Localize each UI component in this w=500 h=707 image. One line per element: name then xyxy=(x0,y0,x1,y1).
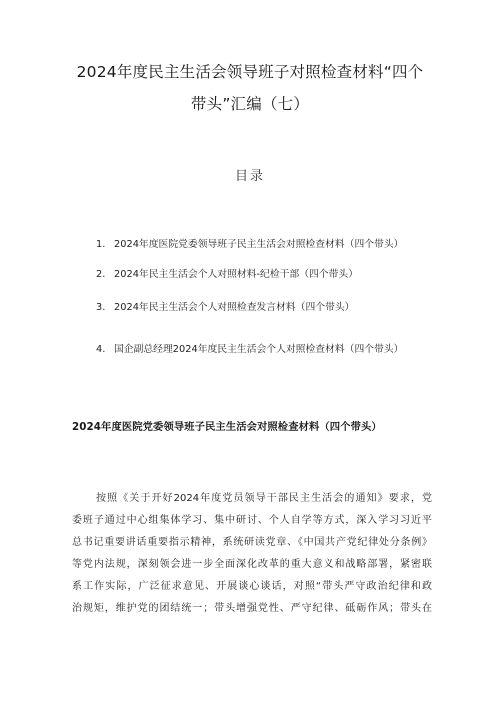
body-line: 按照《关于开好2024年度党员领导干部民主生活会的通知》要求，党 xyxy=(96,493,432,504)
body-line: 委班子通过中心组集体学习、集中研讨、个人自学等方式，深入学习习近平 xyxy=(72,515,432,526)
toc-item-text: 国企副总经理2024年度民主生活会个人对照检查材料（四个带头） xyxy=(114,344,404,355)
body-line: 系工作实际，广泛征求意见、开展谈心谈话，对照“带头严守政治纪律和政 xyxy=(72,581,432,592)
document-title-line-2: 带头”汇编（七） xyxy=(190,95,310,113)
body-line: 等党内法规，深刻领会进一步全面深化改革的重大意义和战略部署，紧密联 xyxy=(72,559,432,570)
toc-item[interactable] xyxy=(96,343,403,357)
body-line: 治规矩，维护党的团结统一；带头增强党性、严守纪律、砥砺作风；带头在 xyxy=(72,603,432,614)
toc-item-text: 2024年民主生活会个人对照检查发言材料（四个带头） xyxy=(114,302,355,313)
body-line: 总书记重要讲话重要指示精神，系统研读党章、《中国共产党纪律处分条例》 xyxy=(72,537,432,548)
toc-item[interactable] xyxy=(96,238,403,252)
toc-item[interactable] xyxy=(96,268,358,282)
toc-heading: 目录 xyxy=(234,169,265,184)
toc-item-number: 4. xyxy=(96,344,106,355)
toc-item-number: 2. xyxy=(96,269,106,280)
toc-item[interactable] xyxy=(96,301,354,315)
document-title-line-1: 2024年度民主生活会领导班子对照检查材料“四个 xyxy=(76,63,424,81)
section-heading: 2024年度医院党委领导班子民主生活会对照检查材料（四个带头） xyxy=(72,421,382,433)
toc-item-text: 2024年民主生活会个人对照材料-纪检干部（四个带头） xyxy=(114,269,358,280)
toc-item-number: 3. xyxy=(96,302,106,313)
toc-item-text: 2024年度医院党委领导班子民主生活会对照检查材料（四个带头） xyxy=(114,239,404,250)
toc-item-number: 1. xyxy=(96,239,106,250)
